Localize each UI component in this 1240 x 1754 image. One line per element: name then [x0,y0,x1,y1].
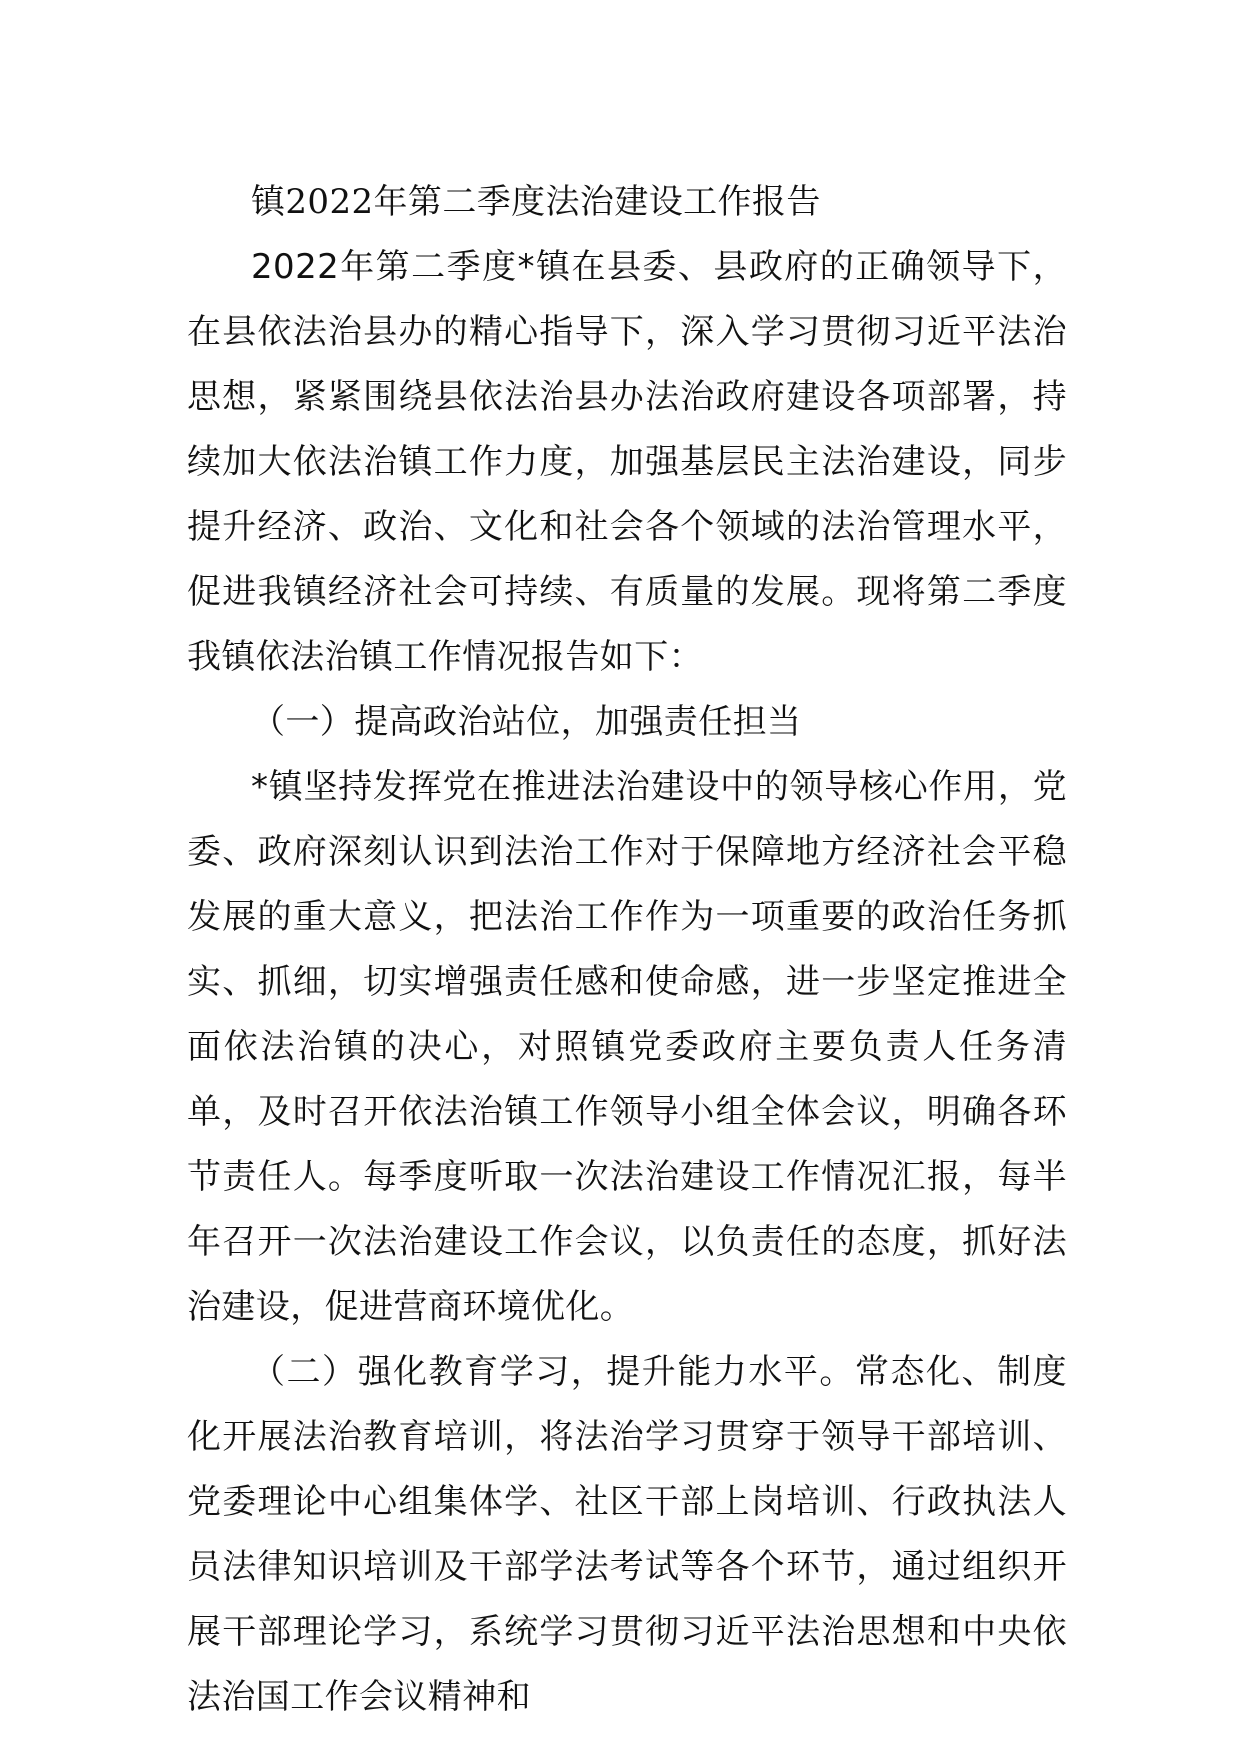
section-1-paragraph: *镇坚持发挥党在推进法治建设中的领导核心作用，党委、政府深刻认识到法治工作对于保障地方经济社会平稳发展的重大意义，把法治工作作为一项重要的政治任务抓实、抓细，切实增强责任感和使命感，进一步坚定推进全面依法治镇的决心，对照镇党委政府主要负责人任务清单，及时召开依法治镇工作领导小组全体会议，明确各环节责任人。每季度听取一次法治建设工作情况汇报，每半年召开一次法治建设工作会议，以负责任的态度，抓好法治建设，促进营商环境优化。 [187,767,1067,1327]
document-body [187,170,1067,1730]
section-2-paragraph: （二）强化教育学习，提升能力水平。常态化、制度化开展法治教育培训，将法治学习贯穿于领导干部培训、党委理论中心组集体学、社区干部上岗培训、行政执法人员法律知识培训及干部学法考试等各个环节，通过组织开展干部理论学习，系统学习贯彻习近平法治思想和中央依法治国工作会议精神和 [187,1352,1067,1717]
section-1-heading: （一）提高政治站位，加强责任担当 [251,702,802,742]
document-title: 镇2022年第二季度法治建设工作报告 [251,182,821,222]
intro-paragraph: 2022年第二季度*镇在县委、县政府的正确领导下，在县依法治县办的精心指导下，深入学习贯彻习近平法治思想，紧紧围绕县依法治县办法治政府建设各项部署，持续加大依法治镇工作力度，加强基层民主法治建设，同步提升经济、政治、文化和社会各个领域的法治管理水平，促进我镇经济社会可持续、有质量的发展。现将第二季度我镇依法治镇工作情况报告如下： [187,247,1067,677]
